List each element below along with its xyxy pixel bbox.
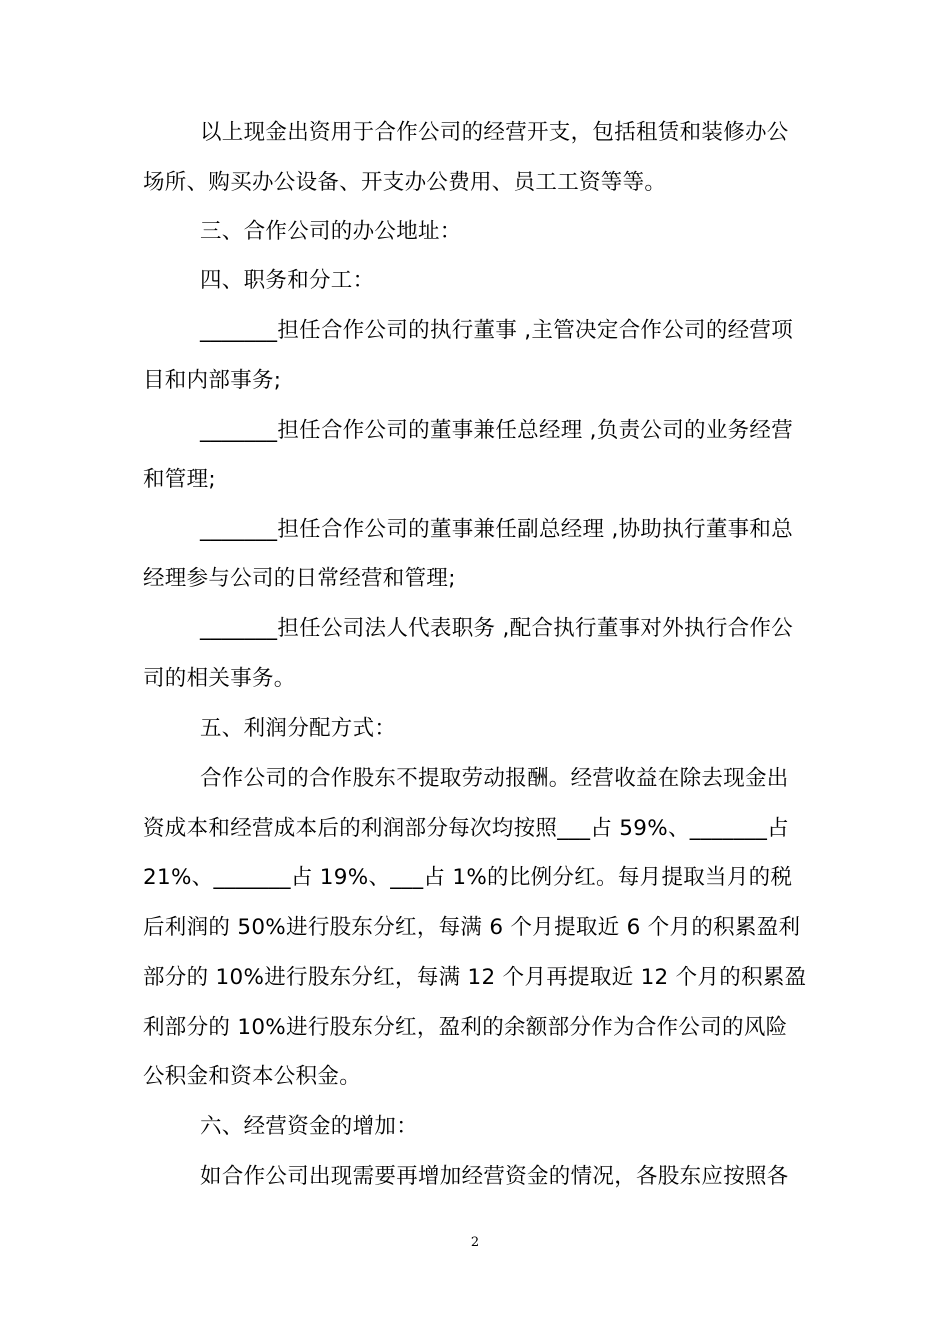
page-number: 2 <box>470 1235 480 1250</box>
body-text-line: 部分的 10%进行股东分红，每满 12 个月再提取近 12 个月的积累盈 <box>143 965 807 990</box>
body-text-line: 经理参与公司的日常经营和管理; <box>143 566 456 591</box>
body-text-line: 合作公司的合作股东不提取劳动报酬。经营收益在除去现金出 <box>200 766 789 791</box>
section-heading: 三、合作公司的办公地址： <box>200 219 462 244</box>
body-text-line: _______担任合作公司的董事兼任副总经理 ,协助执行董事和总 <box>200 517 794 542</box>
section-heading: 五、利润分配方式： <box>200 716 397 741</box>
body-text-line: 公积金和资本公积金。 <box>143 1064 362 1089</box>
body-text-line: _______担任公司法人代表职务 ,配合执行董事对外执行合作公 <box>200 616 794 641</box>
body-text-line: 21%、_______占 19%、___占 1%的比例分红。每月提取当月的税 <box>143 865 793 890</box>
body-text-line: 利部分的 10%进行股东分红，盈利的余额部分作为合作公司的风险 <box>143 1015 788 1040</box>
body-text-line: 资成本和经营成本后的利润部分每次均按照___占 59%、_______占 <box>143 816 789 841</box>
body-text-line: 目和内部事务; <box>143 368 282 393</box>
body-text-line: 和管理; <box>143 467 216 492</box>
body-text-line: 如合作公司出现需要再增加经营资金的情况，各股东应按照各 <box>200 1164 789 1189</box>
section-heading: 四、职务和分工： <box>200 268 375 293</box>
body-text-line: 场所、购买办公设备、开支办公费用、员工工资等等。 <box>143 170 667 195</box>
body-text-line: 司的相关事务。 <box>143 666 296 691</box>
body-text-line: _______担任合作公司的执行董事 ,主管决定合作公司的经营项 <box>200 318 794 343</box>
section-heading: 六、经营资金的增加： <box>200 1114 419 1139</box>
body-text-line: 以上现金出资用于合作公司的经营开支，包括租赁和装修办公 <box>200 120 789 145</box>
body-text-line: 后利润的 50%进行股东分红，每满 6 个月提取近 6 个月的积累盈利 <box>143 915 801 940</box>
body-text-line: _______担任合作公司的董事兼任总经理 ,负责公司的业务经营 <box>200 418 794 443</box>
